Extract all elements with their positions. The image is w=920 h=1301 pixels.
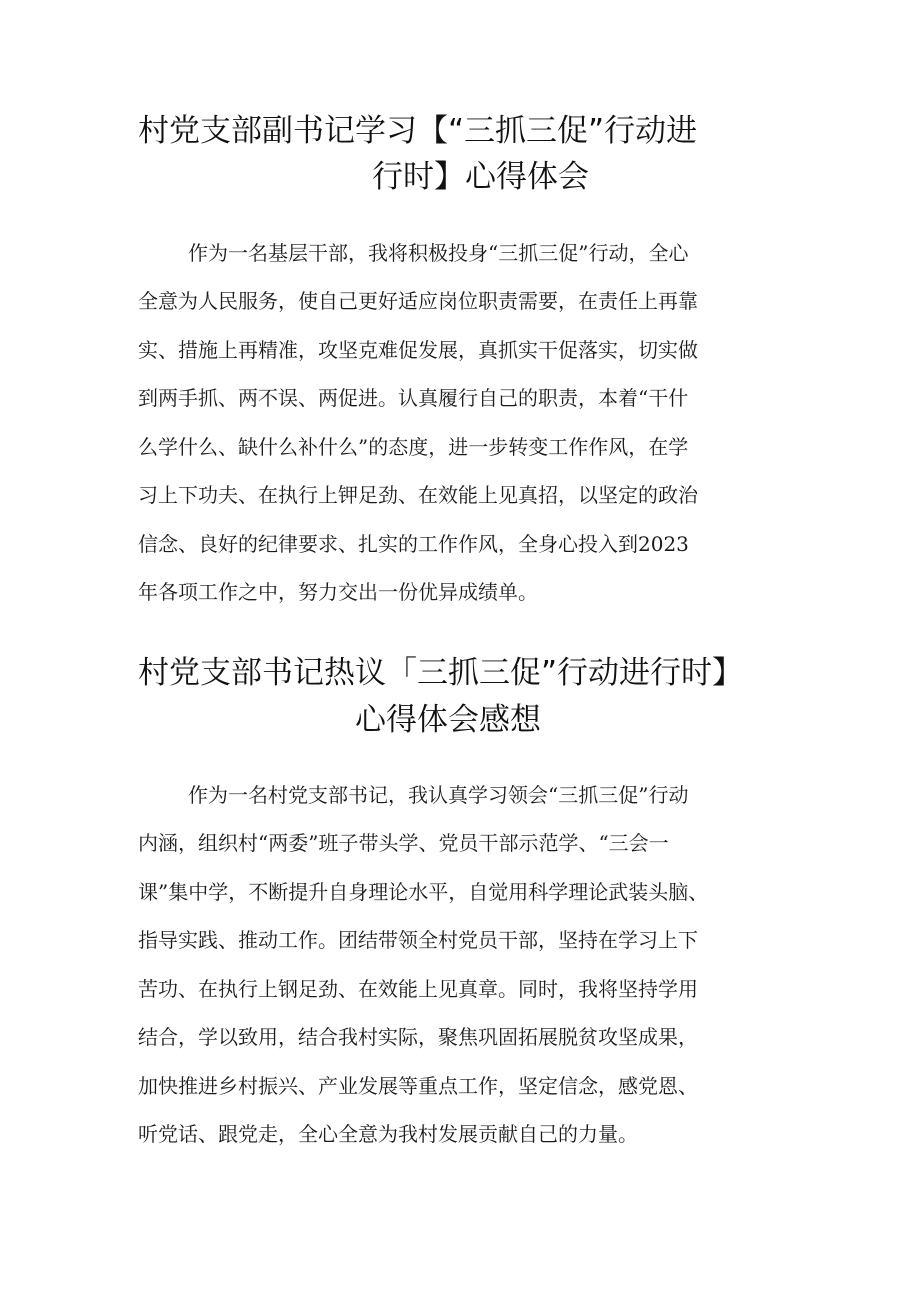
section2-paragraph-line: 指导实践、推动工作。团结带领全村党员干部，坚持在学习上下 bbox=[138, 928, 698, 952]
section1-paragraph-line: 全意为人民服务，使自己更好适应岗位职责需要，在责任上再靠 bbox=[138, 289, 698, 313]
section1-paragraph-line: 作为一名基层干部，我将积极投身“三抓三促”行动，全心 bbox=[188, 241, 689, 265]
section1-paragraph-line: 年各项工作之中，努力交出一份优异成绩单。 bbox=[138, 580, 538, 604]
section2-paragraph-line: 结合，学以致用，结合我村实际，聚焦巩固拓展脱贫攻坚成果， bbox=[138, 1025, 698, 1049]
section2-paragraph-line: 加快推进乡村振兴、产业发展等重点工作，坚定信念，感党恩、 bbox=[138, 1074, 698, 1098]
section2-paragraph-line: 课”集中学，不断提升自身理论水平，自觉用科学理论武装头脑、 bbox=[138, 880, 709, 904]
section1-title-line2: 行时】心得体会 bbox=[372, 159, 589, 195]
section1-paragraph-line: 实、措施上再精准，攻坚克难促发展，真抓实干促落实，切实做 bbox=[138, 338, 698, 362]
section1-paragraph-line: 信念、良好的纪律要求、扎实的工作作风，全身心投入到2023 bbox=[138, 532, 689, 556]
section2-title-line1: 村党支部书记热议「三抓三促”行动进行时】 bbox=[138, 655, 744, 691]
section2-paragraph-line: 内涵，组织村“两委”班子带头学、党员干部示范学、“三会一 bbox=[138, 831, 669, 855]
section2-title-line2: 心得体会感想 bbox=[355, 702, 541, 738]
section2-paragraph-line: 听党话、跟党走，全心全意为我村发展贡献自己的力量。 bbox=[138, 1122, 638, 1146]
section1-paragraph-line: 么学什么、缺什么补什么”的态度，进一步转变工作作风，在学 bbox=[138, 435, 689, 459]
section2-paragraph-line: 作为一名村党支部书记，我认真学习领会“三抓三促”行动 bbox=[188, 783, 689, 807]
section2-paragraph-line: 苦功、在执行上钢足劲、在效能上见真章。同时，我将坚持学用 bbox=[138, 977, 698, 1001]
section1-paragraph-line: 习上下功夫、在执行上钾足劲、在效能上见真招，以坚定的政治 bbox=[138, 483, 698, 507]
section1-title-line1: 村党支部副书记学习【“三抓三促”行动进 bbox=[138, 113, 698, 149]
section1-paragraph-line: 到两手抓、两不误、两促进。认真履行自己的职责，本着“干什 bbox=[138, 386, 689, 410]
